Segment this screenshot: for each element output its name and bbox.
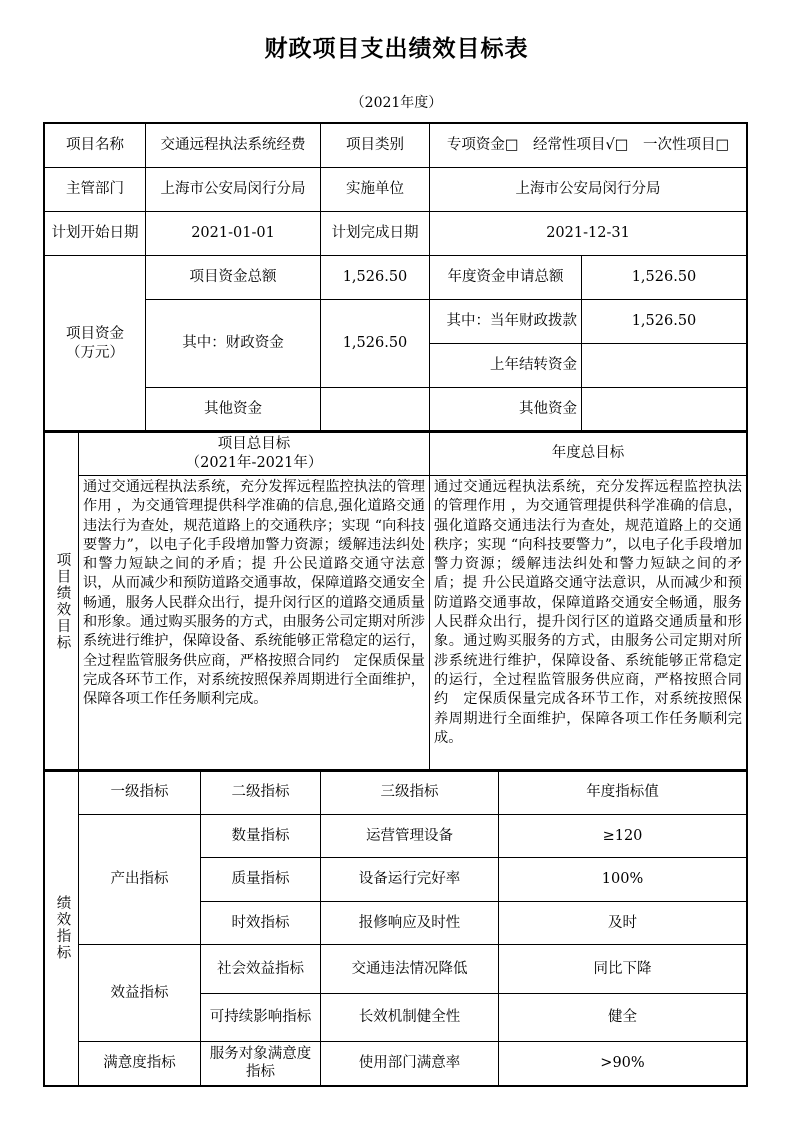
indicator-row-value: 健全 — [498, 993, 747, 1042]
overall-goal-text: 通过交通远程执法系统，充分发挥远程监控执法的管理作用 ，为交通管理提供科学准确的信息,强化道路交通违法行为查处，规范道路上的交通秩序；实现 “向科技要警力”，以电子化手段增加警力资源；缓解违法纠处和警力短缺之间的矛盾；提 升公民道路交通守法意识，从而减少和预防道路交通事故，保障道路交通安全畅通，服务人民群众出行，提升闵行区的道路交通质量和形象。通过购买服务的方式，由服务公司定期对所涉系统进行维护，保障设备、系统能够正常稳定的运行，全过程监管服务供应商，严格按照合同约 定保质保量完成各环节工作，对系统按照保养周期进行全面维护，保障各项工作任务顺利完成。 — [78, 475, 430, 771]
goals-section-label — [44, 431, 79, 771]
indicator-row-level2: 可持续影响指标 — [200, 993, 321, 1042]
funds-annual-label: 年度资金申请总额 — [429, 255, 582, 300]
fiscal-year: （2021年度） — [350, 95, 443, 111]
overall-goal-header: 项目总目标 （2021年-2021年） — [78, 431, 430, 476]
dept-label: 主管部门 — [44, 167, 146, 212]
benefit-indicator-label: 效益指标 — [78, 944, 201, 1042]
project-name-label: 项目名称 — [44, 123, 146, 168]
indicator-row-value: >90% — [498, 1041, 747, 1086]
funds-carryover-label: 上年结转资金 — [429, 343, 582, 388]
annual-goal-header: 年度总目标 — [429, 431, 747, 476]
indicator-row-level3: 使用部门满意率 — [320, 1041, 499, 1086]
impl-unit-label: 实施单位 — [320, 167, 430, 212]
funds-annual-value: 1,526.50 — [581, 255, 747, 300]
indicator-row-level3: 长效机制健全性 — [320, 993, 499, 1042]
dept-value: 上海市公安局闵行分局 — [145, 167, 321, 212]
funds-other-value — [320, 387, 430, 432]
annual-goal-text: 通过交通远程执法系统，充分发挥远程监控执法的管理作用 ，为交通管理提供科学准确的信息，强化道路交通违法行为查处，规范道路上的交通秩序；实现 “向科技要警力”，以电子化手段增加警力资源；缓解违法纠处和警力短缺之间的矛盾；提 升公民道路交通守法意识，从而减少和预防道路交通事故，保障道路交通安全畅通，服务人民群众出行，提升闵行区的道路交通质量和形象。通过购买服务的方式，由服务公司定期对所涉系统进行维护，保障设备、系统能够正常稳定的运行，全过程监管服务供应商，严格按照合同约 定保质保量完成各环节工作，对系统按照保养周期进行全面维护，保障各项工作任务顺利完成。 — [429, 475, 747, 771]
page-title: 财政项目支出绩效目标表 — [264, 36, 529, 62]
funds-current-label: 其中：当年财政拨款 — [429, 299, 582, 344]
funds-fiscal-label: 其中：财政资金 — [145, 299, 321, 388]
funds-other-label: 其他资金 — [145, 387, 321, 432]
funds-other2-label: 其他资金 — [429, 387, 582, 432]
indicator-row-level2: 服务对象满意度 指标 — [200, 1041, 321, 1086]
project-category-label: 项目类别 — [320, 123, 430, 168]
satisfaction-indicator-label: 满意度指标 — [78, 1041, 201, 1086]
end-date-value: 2021-12-31 — [429, 211, 747, 256]
end-date-label: 计划完成日期 — [320, 211, 430, 256]
project-name-value: 交通远程执法系统经费 — [145, 123, 321, 168]
indicators-section-label — [44, 770, 79, 1086]
funds-section-label: 项目资金 （万元） — [44, 255, 146, 432]
indicator-header-level1: 一级指标 — [78, 770, 201, 815]
impl-unit-value: 上海市公安局闵行分局 — [429, 167, 747, 212]
indicator-row-level3: 交通违法情况降低 — [320, 944, 499, 994]
project-category-value: 专项资金□ 经常性项目√□ 一次性项目□ — [429, 123, 747, 168]
start-date-value: 2021-01-01 — [145, 211, 321, 256]
indicators-section-text: 绩效指标 — [54, 895, 71, 961]
indicator-row-level2: 时效指标 — [200, 901, 321, 945]
funds-total-label: 项目资金总额 — [145, 255, 321, 300]
indicator-header-level2: 二级指标 — [200, 770, 321, 815]
goals-section-text: 项目绩效目标 — [54, 551, 71, 651]
funds-other2-value — [581, 387, 747, 432]
funds-total-value: 1,526.50 — [320, 255, 430, 300]
indicator-row-value: ≥120 — [498, 814, 747, 858]
indicator-row-level3: 设备运行完好率 — [320, 857, 499, 902]
indicator-row-level2: 数量指标 — [200, 814, 321, 858]
indicator-row-level3: 运营管理设备 — [320, 814, 499, 858]
indicator-row-value: 同比下降 — [498, 944, 747, 994]
indicator-row-level3: 报修响应及时性 — [320, 901, 499, 945]
funds-current-value: 1,526.50 — [581, 299, 747, 344]
indicator-header-value: 年度指标值 — [498, 770, 747, 815]
indicator-row-value: 及时 — [498, 901, 747, 945]
indicator-row-value: 100% — [498, 857, 747, 902]
indicator-row-level2: 质量指标 — [200, 857, 321, 902]
funds-carryover-value — [581, 343, 747, 388]
start-date-label: 计划开始日期 — [44, 211, 146, 256]
indicator-row-level2: 社会效益指标 — [200, 944, 321, 994]
indicator-header-level3: 三级指标 — [320, 770, 499, 815]
funds-fiscal-value: 1,526.50 — [320, 299, 430, 388]
output-indicator-label: 产出指标 — [78, 814, 201, 945]
